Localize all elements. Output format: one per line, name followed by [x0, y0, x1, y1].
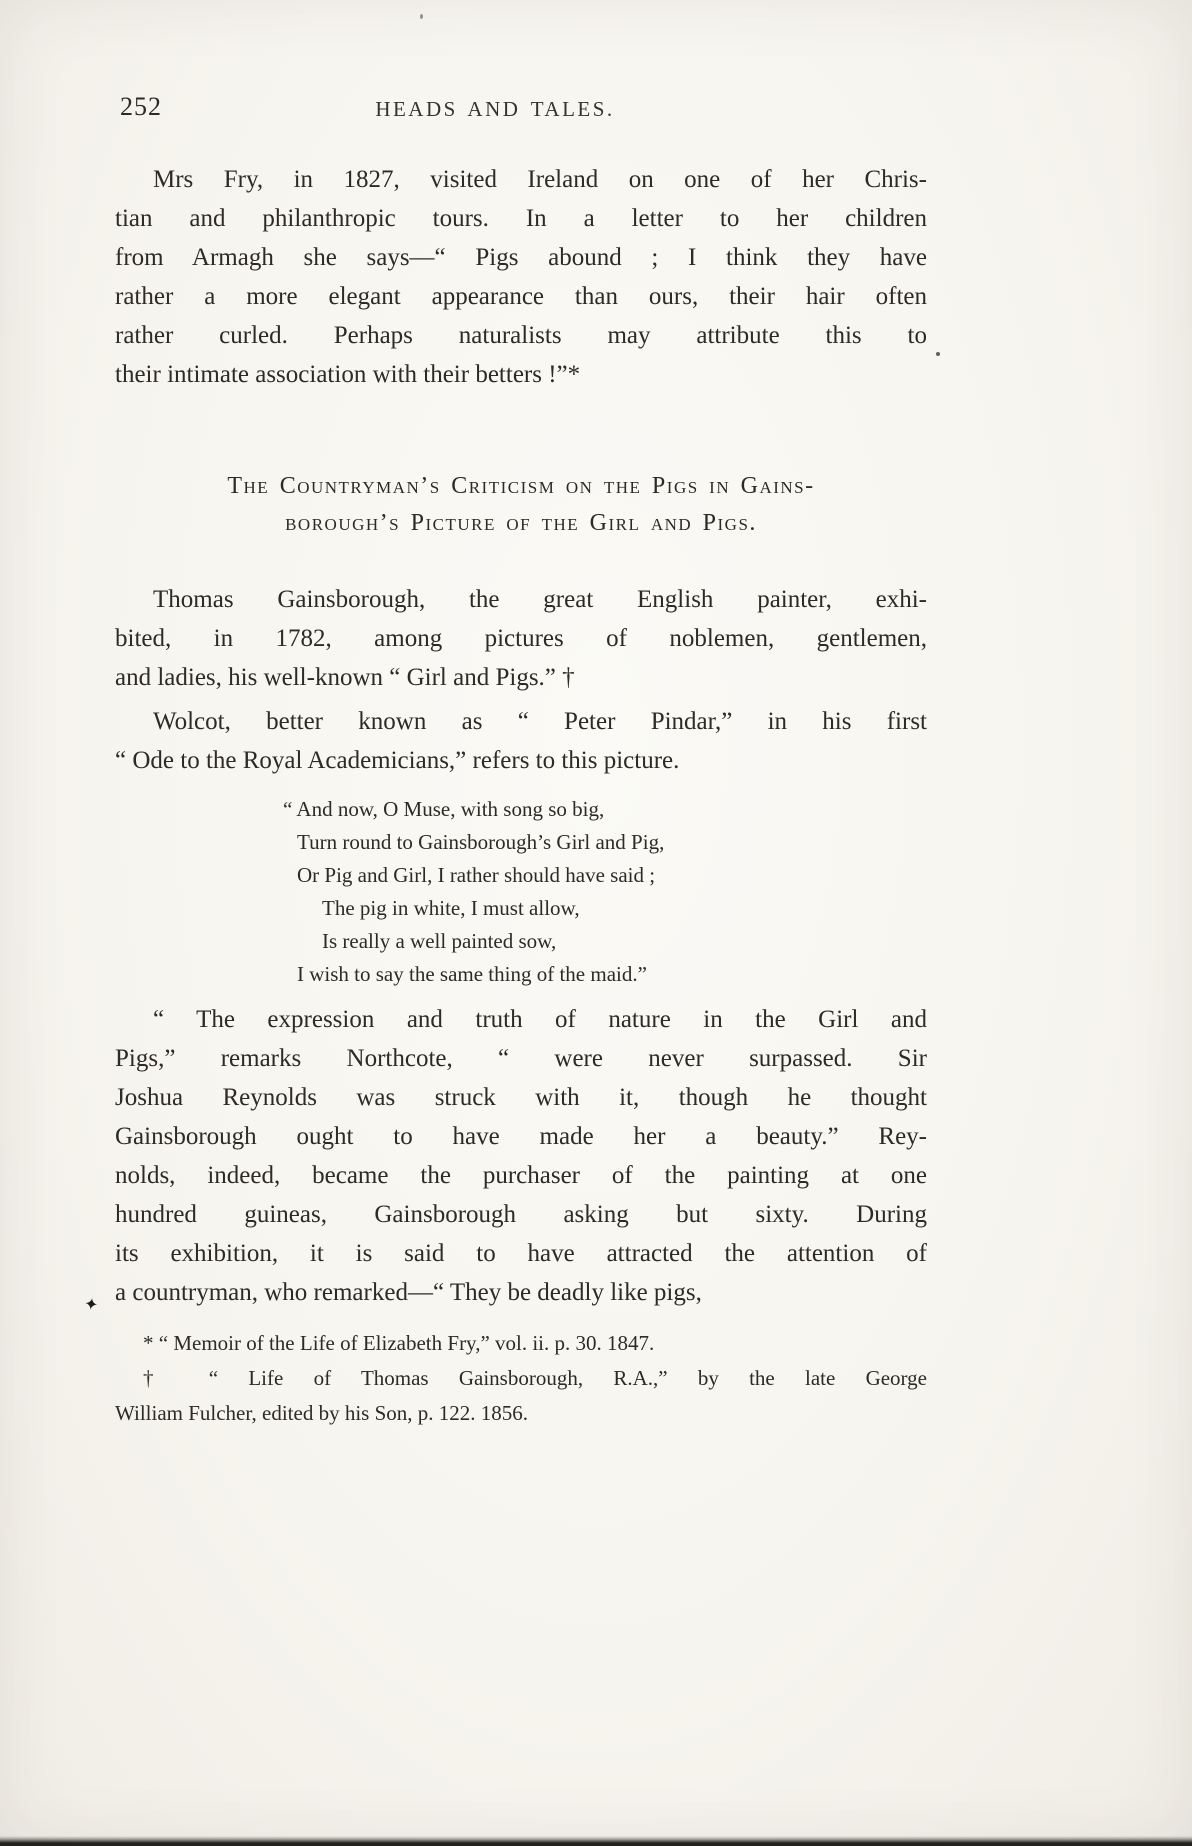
text-line: rather curled. Perhaps naturalists may attribute this to — [115, 322, 927, 349]
poem-quotation — [115, 793, 927, 991]
scan-speck — [936, 352, 940, 356]
margin-mark: ✦ — [82, 1294, 100, 1316]
text-line: rather a more elegant appearance than ours, their hair often — [115, 283, 927, 310]
text-line: a countryman, who remarked—“ They be deadly like pigs, — [115, 1279, 702, 1306]
text-line: from Armagh she says—“ Pigs abound ; I think they have — [115, 244, 927, 271]
poem-line: I wish to say the same thing of the maid.” — [297, 962, 647, 986]
section-heading-line: The Countryman’s Criticism on the Pigs in Gains- — [227, 473, 815, 499]
text-line: Mrs Fry, in 1827, visited Ireland on one of her Chris- — [153, 166, 927, 193]
poem-line: Turn round to Gainsborough’s Girl and Pig, — [297, 830, 665, 854]
footnote-line: * “ Memoir of the Life of Elizabeth Fry,” vol. ii. p. 30. 1847. — [143, 1331, 655, 1355]
text-line: bited, in 1782, among pictures of noblemen, gentlemen, — [115, 625, 927, 652]
poem-line: Or Pig and Girl, I rather should have said ; — [297, 863, 656, 887]
text-line: tian and philanthropic tours. In a letter to her children — [115, 205, 927, 232]
text-line: Pigs,” remarks Northcote, “ were never surpassed. Sir — [115, 1045, 927, 1072]
text-line: hundred guineas, Gainsborough asking but sixty. During — [115, 1201, 927, 1228]
paragraph-northcote — [115, 1000, 927, 1312]
running-header: HEADS AND TALES. — [375, 97, 615, 121]
text-line: their intimate association with their betters !”* — [115, 361, 581, 388]
page-bottom-edge — [0, 1836, 1192, 1846]
footnote-line: † “ Life of Thomas Gainsborough, R.A.,” by the late George — [143, 1366, 927, 1390]
text-line: its exhibition, it is said to have attracted the attention of — [115, 1240, 927, 1267]
section-heading-line: borough’s Picture of the Girl and Pigs. — [285, 510, 757, 536]
footnotes — [115, 1326, 927, 1431]
page-number: 252 — [120, 92, 162, 121]
text-line: “ Ode to the Royal Academicians,” refers to this picture. — [115, 747, 680, 774]
scan-speck — [420, 14, 423, 19]
poem-line: The pig in white, I must allow, — [322, 896, 580, 920]
text-line: nolds, indeed, became the purchaser of the painting at one — [115, 1162, 927, 1189]
section-heading — [115, 468, 927, 542]
paragraph-gainsborough — [115, 580, 927, 697]
poem-line: Is really a well painted sow, — [322, 929, 557, 953]
text-line: Joshua Reynolds was struck with it, though he thought — [115, 1084, 927, 1111]
paragraph-mrs-fry — [115, 160, 927, 394]
paragraph-wolcot — [115, 702, 927, 780]
text-line: Thomas Gainsborough, the great English painter, exhi- — [153, 586, 927, 613]
text-line: and ladies, his well-known “ Girl and Pigs.” † — [115, 664, 575, 691]
footnote-line: William Fulcher, edited by his Son, p. 122. 1856. — [115, 1401, 529, 1425]
text-line: Wolcot, better known as “ Peter Pindar,” in his first — [153, 708, 927, 735]
poem-line: “ And now, O Muse, with song so big, — [283, 797, 605, 821]
text-line: Gainsborough ought to have made her a beauty.” Rey- — [115, 1123, 927, 1150]
text-line: “ The expression and truth of nature in the Girl and — [153, 1006, 927, 1033]
